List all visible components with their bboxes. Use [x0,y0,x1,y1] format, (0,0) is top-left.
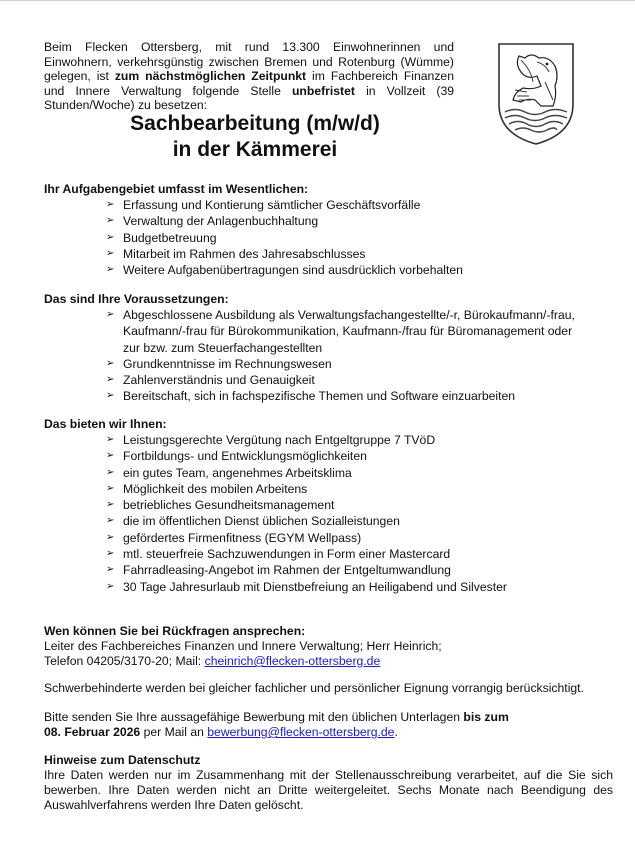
list-item: ➢ Erfassung und Kontierung sämtlicher Geschäftsvorfälle [106,198,421,212]
list-item: ➢ Abgeschlossene Ausbildung als Verwaltungsfachangestellte/-r, Bürokaufmann/-frau, Kaufmann/-frau für Bürokommunikation, Kaufmann-/frau für Büromanagement oder zur bzw. zum Steuerfachangestellten [106,308,575,355]
intro-text: Beim Flecken Ottersberg, mit rund 13.300 Einwohnerinnen und Einwohnern, verkehrsgünstig zwischen Bremen und Rotenburg (Wümme) gelegen, ist [44,40,454,84]
requirements-list [44,307,586,405]
offer-heading: Das bieten wir Ihnen: [44,417,167,431]
list-item: ➢ die im öffentlichen Dienst üblichen Sozialleistungen [106,514,400,529]
arrow-bullet-icon: ➢ [106,390,115,402]
list-item: ➢ Fortbildungs- und Entwicklungsmöglichkeiten [106,449,367,464]
list-item: ➢ Zahlenverständnis und Genauigkeit [106,373,315,388]
list-item: ➢ Bereitschaft, sich in fachspezifische Themen und Software einzuarbeiten [106,389,516,404]
contact-phone-line: Telefon 04205/3170-20; Mail: cheinrich@flecken-ottersberg.de [44,654,381,668]
arrow-bullet-icon: ➢ [106,264,115,276]
list-item: ➢ mtl. steuerfreie Sachzuwendungen in Form einer Mastercard [106,547,451,562]
coat-of-arms-icon [497,42,575,146]
job-title-line-2: in der Kämmerei [172,138,338,161]
list-item: ➢ Mitarbeit im Rahmen des Jahresabschlusses [106,246,366,261]
arrow-bullet-icon: ➢ [106,309,115,320]
list-item: ➢ Weitere Aufgabenübertragungen sind ausdrücklich vorbehalten [106,263,463,278]
list-item: ➢ betriebliches Gesundheitsmanagement [106,498,335,513]
list-item: ➢ Leistungsgerechte Vergütung nach Entgeltgruppe 7 TVöD [106,433,436,447]
job-title-line-1: Sachbearbeitung (m/w/d) [130,112,380,135]
application-section: Bitte senden Sie Ihre aussagefähige Bewerbung mit den üblichen Unterlagen bis zum 08. Februar 2026 per Mail an bewerbung@flecken-ottersberg.de. [44,710,509,739]
requirements-section [44,292,604,405]
offer-section [44,417,604,595]
application-email-link[interactable]: bewerbung@flecken-ottersberg.de [207,725,395,739]
arrow-bullet-icon: ➢ [106,466,115,478]
disability-note: Schwerbehinderte werden bei gleicher fachlicher und persönlicher Eignung vorrangig berücksichtigt. [44,681,584,695]
arrow-bullet-icon: ➢ [106,482,115,494]
tasks-section [44,182,604,278]
contact-email-link[interactable]: cheinrich@flecken-ottersberg.de [204,654,381,668]
intro-text: in Vollzeit (39 Stunden/Woche) zu besetzen: [44,83,455,113]
arrow-bullet-icon: ➢ [106,515,115,527]
arrow-bullet-icon: ➢ [106,564,115,576]
intro-bold-unlimited: unbefristet [291,83,355,98]
arrow-bullet-icon: ➢ [106,247,115,259]
list-item: ➢ Fahrradleasing-Angebot im Rahmen der Entgeltumwandlung [106,563,451,578]
arrow-bullet-icon: ➢ [106,580,115,592]
privacy-text: Ihre Daten werden nur im Zusammenhang mit der Stellenausschreibung verarbeitet, auf die Sie sich bewerben. Ihre Daten werden nicht an Dritte weitergeleitet. Sechs Monate nach Beendigung des Auswahlverfahrens werden Ihre Daten gelöscht. [44,768,613,812]
arrow-bullet-icon: ➢ [106,531,115,543]
list-item: ➢ Möglichkeit des mobilen Arbeitens [106,481,308,496]
intro-bold-start-date: zum nächstmöglichen Zeitpunkt [114,69,307,84]
top-border [0,0,635,1]
job-title [40,111,470,163]
list-item: ➢ Budgetbetreuung [106,230,217,245]
offer-list [44,432,604,595]
arrow-bullet-icon: ➢ [106,450,115,462]
tasks-heading: Ihr Aufgabengebiet umfasst im Wesentlichen: [44,182,309,196]
privacy-section [44,753,613,813]
intro-text: im Fachbereich Finanzen und Innere Verwaltung folgende Stelle [44,69,454,98]
contact-person: Leiter des Fachbereiches Finanzen und Innere Verwaltung; Herr Heinrich; [44,639,442,653]
arrow-bullet-icon: ➢ [106,548,115,560]
list-item: ➢ ein gutes Team, angenehmes Arbeitsklima [106,465,352,480]
arrow-bullet-icon: ➢ [106,374,115,386]
arrow-bullet-icon: ➢ [106,215,115,227]
list-item: ➢ 30 Tage Jahresurlaub mit Dienstbefreiung an Heiligabend und Silvester [106,579,507,594]
arrow-bullet-icon: ➢ [106,231,115,243]
arrow-bullet-icon: ➢ [106,199,115,210]
list-item: ➢ Verwaltung der Anlagenbuchhaltung [106,214,319,229]
requirements-heading: Das sind Ihre Voraussetzungen: [44,292,229,306]
contact-section [44,624,589,669]
list-item: ➢ Grundkenntnisse im Rechnungswesen [106,356,332,371]
intro-paragraph [44,40,454,113]
privacy-heading: Hinweise zum Datenschutz [44,753,201,767]
arrow-bullet-icon: ➢ [106,357,115,369]
deadline-date: 08. Februar 2026 [44,725,141,739]
tasks-list [44,197,604,278]
arrow-bullet-icon: ➢ [106,434,115,445]
deadline-label: bis zum [463,710,509,724]
list-item: ➢ gefördertes Firmenfitness (EGYM Wellpass) [106,530,362,545]
contact-heading: Wen können Sie bei Rückfragen ansprechen: [44,624,306,638]
arrow-bullet-icon: ➢ [106,499,115,511]
